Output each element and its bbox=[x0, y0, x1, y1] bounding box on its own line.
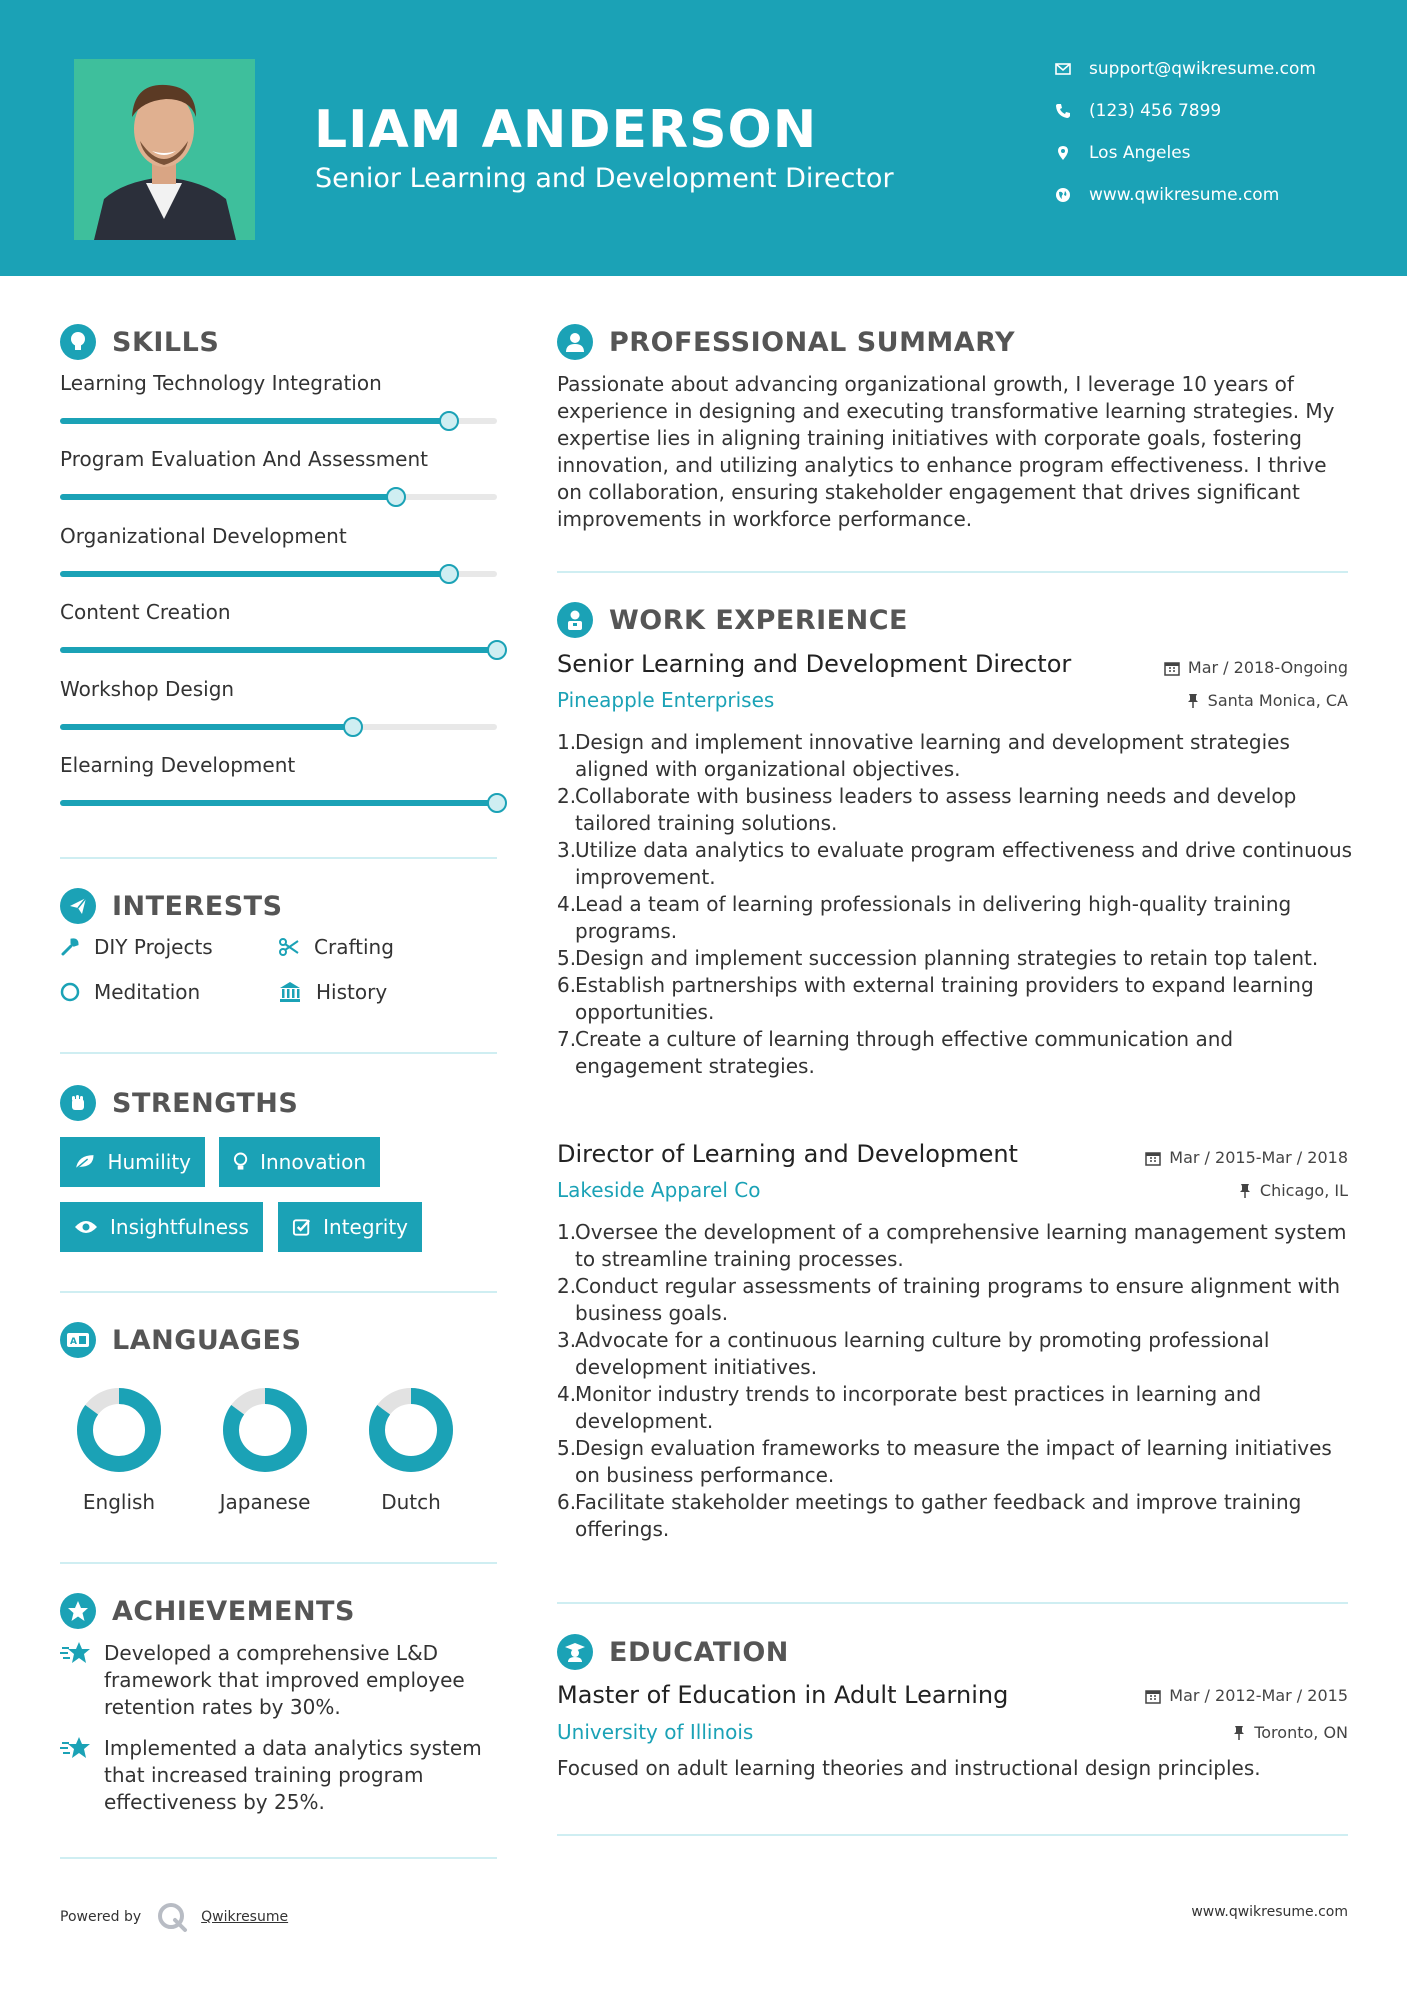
pushpin-icon bbox=[1232, 1725, 1246, 1741]
divider bbox=[60, 1291, 497, 1293]
job-dates bbox=[1145, 1148, 1348, 1167]
strength-label: Insightfulness bbox=[110, 1215, 249, 1239]
job-location bbox=[1186, 691, 1348, 710]
job-duty-item: 1. Design and implement innovative learning and development strategies aligned with organizational objectives. bbox=[557, 729, 1357, 783]
job-dates-text: Mar / 2015-Mar / 2018 bbox=[1169, 1148, 1348, 1167]
candidate-name: LIAM ANDERSON bbox=[314, 100, 818, 160]
language-label: Japanese bbox=[219, 1490, 311, 1514]
contact-email-text: support@qwikresume.com bbox=[1089, 59, 1316, 79]
calendar-icon bbox=[1145, 1150, 1161, 1166]
skill-bar-fill bbox=[60, 800, 497, 806]
map-pin-icon bbox=[1055, 145, 1071, 161]
summary-section-heading bbox=[557, 324, 1015, 360]
interest-label: Crafting bbox=[314, 935, 394, 959]
qwikresume-logo-icon bbox=[155, 1900, 189, 1934]
contact-phone-text: (123) 456 7899 bbox=[1089, 101, 1222, 121]
job-duties-list bbox=[557, 729, 1357, 1080]
interest-item bbox=[278, 935, 394, 959]
job-duty-text: Lead a team of learning professionals in delivering high-quality training programs. bbox=[575, 892, 1292, 943]
lightbulb-icon bbox=[233, 1152, 248, 1172]
job-duty-text: Advocate for a continuous learning culture by promoting professional development initiatives. bbox=[575, 1328, 1270, 1379]
phone-icon bbox=[1055, 103, 1071, 119]
language-icon bbox=[60, 1322, 96, 1358]
skill-bar bbox=[60, 494, 497, 500]
calendar-icon bbox=[1145, 1688, 1161, 1704]
company-name: Pineapple Enterprises bbox=[557, 688, 775, 712]
job-duty-text: Design and implement innovative learning and development strategies aligned with organizational objectives. bbox=[575, 730, 1290, 781]
achievement-text: Implemented a data analytics system that increased training program effectiveness by 25%. bbox=[104, 1736, 482, 1814]
divider bbox=[557, 1834, 1348, 1836]
language-donut bbox=[366, 1385, 456, 1479]
achievements-section-heading bbox=[60, 1593, 355, 1629]
profile-photo bbox=[74, 59, 255, 240]
education-description: Focused on adult learning theories and instructional design principles. bbox=[557, 1756, 1261, 1780]
job-duty-item: 2. Collaborate with business leaders to assess learning needs and develop tailored training solutions. bbox=[557, 783, 1357, 837]
skill-label: Program Evaluation And Assessment bbox=[60, 447, 429, 471]
divider bbox=[557, 1602, 1348, 1604]
bank-icon bbox=[278, 981, 302, 1003]
strength-label: Integrity bbox=[323, 1215, 408, 1239]
job-duty-item: 1. Oversee the development of a comprehensive learning management system to streamline training processes. bbox=[557, 1219, 1357, 1273]
strengths-title: STRENGTHS bbox=[112, 1087, 299, 1119]
job-duties-list bbox=[557, 1219, 1357, 1543]
skill-bar-knob bbox=[487, 640, 507, 660]
divider bbox=[60, 1857, 497, 1859]
job-duty-item: 6. Establish partnerships with external training providers to expand learning opportunities. bbox=[557, 972, 1357, 1026]
strength-badge bbox=[219, 1137, 380, 1187]
contact-email[interactable] bbox=[1055, 59, 1316, 79]
skills-section-heading bbox=[60, 324, 219, 360]
interests-title: INTERESTS bbox=[112, 890, 283, 922]
strength-badge bbox=[60, 1137, 205, 1187]
job-duty-item: 6. Facilitate stakeholder meetings to gather feedback and improve training offerings. bbox=[557, 1489, 1357, 1543]
experience-title: WORK EXPERIENCE bbox=[609, 604, 908, 636]
check-square-icon bbox=[292, 1217, 311, 1237]
job-duty-item: 3. Advocate for a continuous learning culture by promoting professional development initiatives. bbox=[557, 1327, 1357, 1381]
company-name: Lakeside Apparel Co bbox=[557, 1178, 761, 1202]
summary-title: PROFESSIONAL SUMMARY bbox=[609, 326, 1016, 358]
language-donut bbox=[220, 1385, 310, 1479]
skill-bar-fill bbox=[60, 571, 449, 577]
job-duty-text: Monitor industry trends to incorporate best practices in learning and development. bbox=[575, 1382, 1262, 1433]
eye-icon bbox=[74, 1219, 98, 1235]
job-duty-text: Design and implement succession planning strategies to retain top talent. bbox=[575, 946, 1319, 970]
job-location-text: Chicago, IL bbox=[1259, 1181, 1348, 1200]
skill-bar-knob bbox=[439, 564, 459, 584]
education-dates bbox=[1145, 1686, 1348, 1705]
strengths-section-heading bbox=[60, 1085, 298, 1121]
envelope-icon bbox=[1055, 61, 1071, 77]
skill-bar bbox=[60, 724, 497, 730]
scissors-icon bbox=[278, 937, 300, 957]
brand-link[interactable]: Qwikresume bbox=[201, 1909, 289, 1925]
wrench-icon bbox=[60, 937, 80, 957]
skill-bar-knob bbox=[386, 487, 406, 507]
user-icon bbox=[557, 324, 593, 360]
interest-item bbox=[60, 980, 200, 1004]
interest-label: Meditation bbox=[94, 980, 201, 1004]
skill-label: Workshop Design bbox=[60, 677, 235, 701]
job-title: Senior Learning and Development Director bbox=[557, 650, 1072, 678]
resume-header bbox=[0, 0, 1407, 276]
job-location bbox=[1238, 1181, 1348, 1200]
skill-label: Content Creation bbox=[60, 600, 231, 624]
skills-title: SKILLS bbox=[112, 326, 220, 358]
achievement-text: Developed a comprehensive L&D framework that improved employee retention rates by 30%. bbox=[104, 1641, 465, 1719]
star-icon bbox=[60, 1593, 96, 1629]
skill-bar bbox=[60, 647, 497, 653]
skill-bar bbox=[60, 418, 497, 424]
interest-item bbox=[278, 980, 387, 1004]
candidate-role: Senior Learning and Development Director bbox=[315, 163, 894, 194]
skill-bar-knob bbox=[343, 717, 363, 737]
graduate-icon bbox=[557, 1634, 593, 1670]
divider bbox=[60, 857, 497, 859]
contact-website[interactable] bbox=[1055, 185, 1279, 205]
skill-bar-fill bbox=[60, 418, 449, 424]
leaf-icon bbox=[74, 1153, 95, 1171]
language-label: English bbox=[82, 1490, 156, 1514]
skill-bar-fill bbox=[60, 494, 396, 500]
job-dates bbox=[1164, 658, 1348, 677]
contact-website-text: www.qwikresume.com bbox=[1089, 185, 1280, 205]
strength-badge bbox=[60, 1202, 263, 1252]
job-duty-item: 5. Design and implement succession planning strategies to retain top talent. bbox=[557, 946, 1319, 970]
job-duty-item: 3. Utilize data analytics to evaluate program effectiveness and drive continuous improvement. bbox=[557, 837, 1357, 891]
skill-bar-fill bbox=[60, 724, 353, 730]
job-title: Director of Learning and Development bbox=[557, 1140, 1018, 1168]
interests-section-heading bbox=[60, 888, 283, 924]
contact-location bbox=[1055, 143, 1191, 163]
education-location bbox=[1232, 1723, 1348, 1742]
interest-label: History bbox=[316, 980, 388, 1004]
strength-label: Humility bbox=[107, 1150, 191, 1174]
job-duty-text: Oversee the development of a comprehensive learning management system to streamline training processes. bbox=[575, 1220, 1347, 1271]
education-dates-text: Mar / 2012-Mar / 2015 bbox=[1169, 1686, 1348, 1705]
svg-text:A: A bbox=[70, 1337, 77, 1347]
achievements-title: ACHIEVEMENTS bbox=[112, 1595, 355, 1627]
divider bbox=[60, 1562, 497, 1564]
contact-phone[interactable] bbox=[1055, 101, 1221, 121]
contact-location-text: Los Angeles bbox=[1089, 143, 1191, 163]
briefcase-user-icon bbox=[557, 602, 593, 638]
education-location-text: Toronto, ON bbox=[1254, 1723, 1348, 1742]
summary-text: Passionate about advancing organizational growth, I leverage 10 years of experience in designing and executing transformative learning strategies. My expertise lies in aligning training initiatives with corporate goals, fostering innovation, and utilizing analytics to enhance program effectiveness. I thrive on collaboration, ensuring stakeholder engagement that drives significant improvements in workforce performance. bbox=[557, 372, 1335, 531]
strength-badge bbox=[278, 1202, 422, 1252]
achievement-item bbox=[60, 1640, 500, 1721]
skill-label: Learning Technology Integration bbox=[60, 371, 382, 395]
star-icon bbox=[60, 1640, 92, 1666]
divider bbox=[60, 1052, 497, 1054]
skill-label: Organizational Development bbox=[60, 524, 347, 548]
job-duty-text: Collaborate with business leaders to assess learning needs and develop tailored training solutions. bbox=[575, 784, 1297, 835]
job-dates-text: Mar / 2018-Ongoing bbox=[1187, 658, 1348, 677]
languages-section-heading bbox=[60, 1322, 301, 1358]
divider bbox=[557, 571, 1348, 573]
job-duty-text: Create a culture of learning through effective communication and engagement strategies. bbox=[575, 1027, 1234, 1078]
education-section-heading bbox=[557, 1634, 789, 1670]
job-duty-text: Design evaluation frameworks to measure the impact of learning initiatives on business performance. bbox=[575, 1436, 1332, 1487]
skill-bar-fill bbox=[60, 647, 497, 653]
skill-bar bbox=[60, 571, 497, 577]
job-location-text: Santa Monica, CA bbox=[1207, 691, 1348, 710]
language-donut bbox=[74, 1385, 164, 1479]
calendar-icon bbox=[1164, 660, 1180, 676]
experience-section-heading bbox=[557, 602, 908, 638]
skill-bar-knob bbox=[487, 793, 507, 813]
job-duty-text: Facilitate stakeholder meetings to gather feedback and improve training offerings. bbox=[575, 1490, 1302, 1541]
job-duty-item: 4. Monitor industry trends to incorporate best practices in learning and development. bbox=[557, 1381, 1357, 1435]
skill-label: Elearning Development bbox=[60, 753, 296, 777]
strength-label: Innovation bbox=[260, 1150, 366, 1174]
footer-url[interactable]: www.qwikresume.com bbox=[1191, 1904, 1348, 1920]
achievement-item bbox=[60, 1735, 500, 1816]
languages-title: LANGUAGES bbox=[112, 1324, 302, 1356]
star-icon bbox=[60, 1735, 92, 1761]
job-duty-item: 7. Create a culture of learning through effective communication and engagement strategies. bbox=[557, 1026, 1357, 1080]
circle-icon bbox=[60, 982, 80, 1002]
interest-item bbox=[60, 935, 213, 959]
job-duty-item: 2. Conduct regular assessments of training programs to ensure alignment with business goals. bbox=[557, 1273, 1357, 1327]
powered-by-text: Powered by bbox=[60, 1909, 142, 1925]
job-duty-item: 4. Lead a team of learning professionals in delivering high-quality training programs. bbox=[557, 891, 1357, 945]
interest-label: DIY Projects bbox=[94, 935, 213, 959]
pushpin-icon bbox=[1238, 1183, 1252, 1199]
language-label: Dutch bbox=[381, 1490, 441, 1514]
school-name: University of Illinois bbox=[557, 1720, 754, 1744]
footer-powered-by bbox=[60, 1900, 288, 1934]
education-title: EDUCATION bbox=[609, 1636, 789, 1668]
job-duty-text: Establish partnerships with external training providers to expand learning opportunities. bbox=[575, 973, 1314, 1024]
skill-bar bbox=[60, 800, 497, 806]
globe-icon bbox=[1055, 187, 1071, 203]
job-duty-item: 5. Design evaluation frameworks to measure the impact of learning initiatives on business performance. bbox=[557, 1435, 1357, 1489]
fist-icon bbox=[60, 1085, 96, 1121]
job-duty-text: Utilize data analytics to evaluate program effectiveness and drive continuous improvement. bbox=[575, 838, 1353, 889]
skill-bar-knob bbox=[439, 411, 459, 431]
degree-title: Master of Education in Adult Learning bbox=[557, 1681, 1009, 1709]
job-duty-text: Conduct regular assessments of training programs to ensure alignment with business goals. bbox=[575, 1274, 1341, 1325]
pushpin-icon bbox=[1186, 693, 1200, 709]
lightbulb-icon bbox=[60, 324, 96, 360]
paper-plane-icon bbox=[60, 888, 96, 924]
